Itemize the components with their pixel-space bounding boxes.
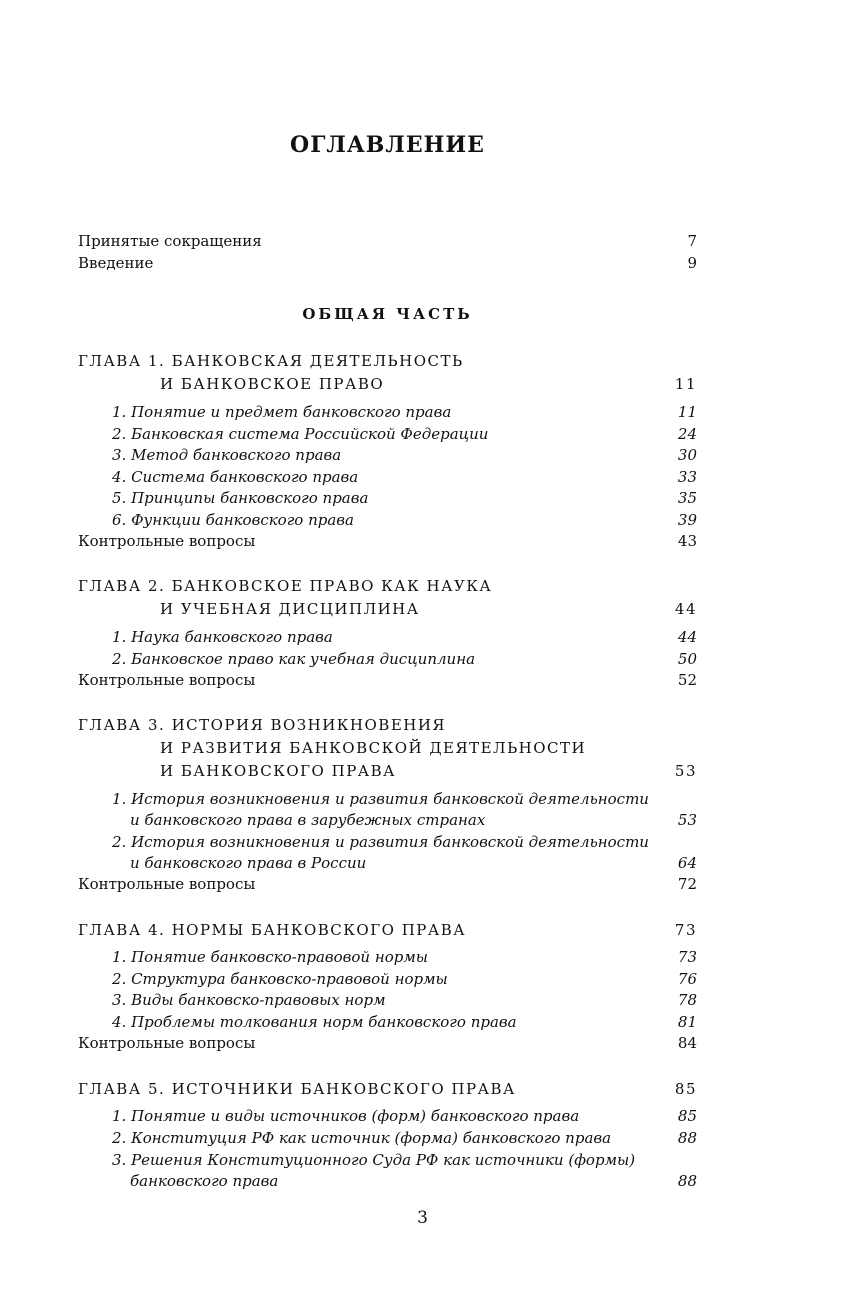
section-4-2[interactable] (112, 968, 697, 990)
questions-page: 43 (677, 532, 697, 550)
section-4-3[interactable] (112, 989, 697, 1011)
questions-title: Контрольные вопросы (78, 532, 256, 550)
chapter-page: 44 (674, 600, 697, 618)
chapter-label: ГЛАВА 1. (78, 352, 166, 370)
section-2-1[interactable] (112, 626, 697, 648)
section-title: 3. Метод банковского права (112, 446, 342, 464)
chapter-label: ГЛАВА 5. (78, 1080, 166, 1098)
section-title-cont: и банковского права в России (130, 854, 367, 872)
section-page: 33 (677, 468, 697, 486)
part-title: ОБЩАЯ ЧАСТЬ (302, 305, 473, 323)
section-title: 5. Принципы банковского права (112, 489, 369, 507)
questions-title: Контрольные вопросы (78, 1034, 256, 1052)
questions-page: 84 (677, 1034, 697, 1052)
questions-page: 52 (677, 671, 697, 689)
section-5-3[interactable] (130, 1170, 697, 1192)
section-5-2[interactable] (112, 1127, 697, 1149)
chapter-heading-text (78, 1078, 516, 1100)
toc-entry-title: Введение (78, 254, 154, 272)
questions-1[interactable] (78, 530, 697, 552)
section-5-1[interactable] (112, 1105, 697, 1127)
chapter-1-heading-cont[interactable] (160, 373, 697, 395)
section-title: 6. Функции банковского права (112, 511, 354, 529)
section-page: 88 (677, 1172, 697, 1190)
chapter-1-heading[interactable] (78, 350, 697, 372)
questions-title: Контрольные вопросы (78, 875, 256, 893)
section-title: 1. История возникновения и развития банковской деятельности (112, 790, 649, 808)
section-title-cont: банковского права (130, 1172, 279, 1190)
section-title: 1. Понятие и предмет банковского права (112, 403, 452, 421)
chapter-title-line: ИСТОРИЯ ВОЗНИКНОВЕНИЯ (171, 716, 447, 734)
section-1-5[interactable] (112, 487, 697, 509)
section-page: 24 (677, 425, 697, 443)
section-1-2[interactable] (112, 423, 697, 445)
section-1-3[interactable] (112, 444, 697, 466)
questions-title: Контрольные вопросы (78, 671, 256, 689)
section-page: 39 (677, 511, 697, 529)
chapter-page: 53 (674, 762, 697, 780)
questions-3[interactable] (78, 873, 697, 895)
toc-entry-abbreviations[interactable] (78, 230, 697, 252)
section-title: 1. Наука банковского права (112, 628, 333, 646)
toc-entry-page: 9 (687, 254, 697, 272)
chapter-title-line: БАНКОВСКОЕ ПРАВО КАК НАУКА (171, 577, 493, 595)
section-1-4[interactable] (112, 466, 697, 488)
chapter-title-line: И УЧЕБНАЯ ДИСЦИПЛИНА (160, 600, 420, 618)
section-title: 2. Банковская система Российской Федерации (112, 425, 489, 443)
section-title: 4. Система банковского права (112, 468, 359, 486)
section-title: 1. Понятие и виды источников (форм) банковского права (112, 1107, 580, 1125)
toc-entry-title: Принятые сокращения (78, 232, 262, 250)
chapter-3-heading-cont[interactable] (160, 760, 697, 782)
section-title: 2. Структура банковско-правовой нормы (112, 970, 448, 988)
toc-page (78, 0, 697, 1312)
section-page: 88 (677, 1129, 697, 1147)
chapter-4-heading[interactable] (78, 919, 697, 941)
questions-page: 72 (677, 875, 697, 893)
section-1-1[interactable] (112, 401, 697, 423)
section-page: 53 (677, 811, 697, 829)
chapter-label: ГЛАВА 3. (78, 716, 166, 734)
chapter-3-heading[interactable] (78, 714, 697, 736)
section-page: 85 (677, 1107, 697, 1125)
toc-entry-page: 7 (687, 232, 697, 250)
section-title: 4. Проблемы толкования норм банковского права (112, 1013, 517, 1031)
questions-2[interactable] (78, 669, 697, 691)
section-title: 3. Решения Конституционного Суда РФ как источники (формы) (112, 1151, 636, 1169)
section-page: 30 (677, 446, 697, 464)
chapter-5-heading[interactable] (78, 1078, 697, 1100)
section-title: 2. Банковское право как учебная дисциплина (112, 650, 476, 668)
section-2-2[interactable] (112, 648, 697, 670)
chapter-title-line: ИСТОЧНИКИ БАНКОВСКОГО ПРАВА (171, 1080, 516, 1098)
section-page: 78 (677, 991, 697, 1009)
section-page: 64 (677, 854, 697, 872)
chapter-label: ГЛАВА 2. (78, 577, 166, 595)
chapter-heading-text (78, 919, 466, 941)
section-page: 81 (677, 1013, 697, 1031)
section-title: 1. Понятие банковско-правовой нормы (112, 948, 429, 966)
section-page: 11 (677, 403, 697, 421)
section-3-2[interactable] (130, 852, 697, 874)
page-title: ОГЛАВЛЕНИЕ (290, 132, 485, 158)
chapter-page: 85 (674, 1080, 697, 1098)
chapter-page: 11 (674, 375, 697, 393)
section-4-4[interactable] (112, 1011, 697, 1033)
section-1-6[interactable] (112, 509, 697, 531)
section-title: 2. История возникновения и развития банковской деятельности (112, 833, 649, 851)
questions-4[interactable] (78, 1032, 697, 1054)
section-3-1-line1[interactable] (112, 788, 697, 810)
section-title: 3. Виды банковско-правовых норм (112, 991, 386, 1009)
section-3-2-line1[interactable] (112, 831, 697, 853)
chapter-3-heading-line2[interactable] (160, 737, 697, 759)
section-title: 2. Конституция РФ как источник (форма) банковского права (112, 1129, 612, 1147)
section-3-1[interactable] (130, 809, 697, 831)
toc-entry-introduction[interactable] (78, 252, 697, 274)
page-number: 3 (417, 1208, 428, 1228)
chapter-title-line: И БАНКОВСКОГО ПРАВА (160, 762, 397, 780)
chapter-title-line: И РАЗВИТИЯ БАНКОВСКОЙ ДЕЯТЕЛЬНОСТИ (160, 739, 587, 757)
chapter-2-heading-cont[interactable] (160, 598, 697, 620)
chapter-label: ГЛАВА 4. (78, 921, 166, 939)
chapter-title-line: БАНКОВСКАЯ ДЕЯТЕЛЬНОСТЬ (171, 352, 464, 370)
section-page: 35 (677, 489, 697, 507)
section-page: 73 (677, 948, 697, 966)
section-page: 44 (677, 628, 697, 646)
section-4-1[interactable] (112, 946, 697, 968)
section-page: 50 (677, 650, 697, 668)
section-page: 76 (677, 970, 697, 988)
chapter-title-line: И БАНКОВСКОЕ ПРАВО (160, 375, 385, 393)
chapter-page: 73 (674, 921, 697, 939)
chapter-title-line: НОРМЫ БАНКОВСКОГО ПРАВА (171, 921, 467, 939)
section-5-3-line1[interactable] (112, 1149, 697, 1171)
chapter-2-heading[interactable] (78, 575, 697, 597)
section-title-cont: и банковского права в зарубежных странах (130, 811, 486, 829)
